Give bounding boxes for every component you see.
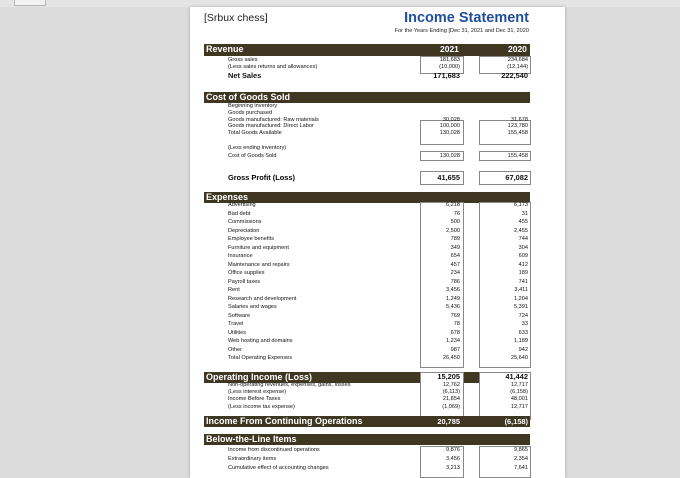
operating-line-2020: 48,001: [510, 396, 528, 403]
expense-line-label: Travel: [228, 321, 244, 327]
expense-line-2020: 31: [521, 210, 528, 217]
revenue-header: Revenue: [206, 44, 244, 54]
expense-line-2020: 1,189: [514, 338, 528, 344]
expense-line-2020: 33: [521, 321, 528, 327]
operating-2021: 15,205: [437, 372, 460, 381]
below-line-label: Cumulative effect of accounting changes: [228, 465, 329, 472]
expense-line-label: Research and development: [228, 295, 297, 302]
operating-line-label: Income Before Taxes: [228, 396, 281, 403]
gross-profit-label: Gross Profit (Loss): [228, 173, 295, 182]
operating-line-2021: (6,113): [442, 389, 460, 396]
cogs-line-2020: 123,780: [507, 123, 528, 130]
expense-line-2021: 2,500: [446, 227, 460, 234]
revenue-line-2020: 234,684: [507, 57, 528, 63]
top-toolbar-strip: [0, 0, 680, 7]
expense-line-2020: 2,455: [514, 227, 528, 234]
cogs-line-label: Goods manufactured: Direct Labor: [228, 123, 314, 130]
expense-line-label: Bad debt: [228, 210, 251, 217]
expense-line-2020: 189: [518, 270, 528, 276]
expense-line-label: Furniture and equipment: [228, 244, 289, 251]
document-page: [190, 7, 565, 478]
revenue-line-2021: 181,683: [439, 57, 460, 63]
expense-line-2020: 609: [518, 253, 528, 259]
expense-line-label: Advertising: [228, 202, 256, 208]
cogs-line-label: (Less ending inventory): [228, 145, 287, 151]
below-line-2020: 2,354: [514, 456, 528, 463]
page-subtitle: For the Years Ending [Dec 31, 2021 and Dec 31, 2020: [394, 28, 529, 34]
net-sales-2020: 222,540: [501, 71, 528, 80]
expense-line-label: Salaries and wages: [228, 304, 277, 310]
expense-line-2021: 789: [450, 236, 460, 242]
revenue-line-2020: (12,144): [507, 63, 528, 70]
net-sales-label: Net Sales: [228, 71, 262, 80]
expense-line-2020: 3,411: [514, 287, 528, 293]
expense-line-2021: 76: [453, 210, 460, 217]
expense-line-2021: 78: [453, 321, 460, 327]
expense-line-2021: 234: [450, 270, 460, 276]
below-line-2021: 9,876: [446, 447, 460, 453]
revenue-header-bar: [204, 44, 530, 56]
expense-line-2021: 5,436: [446, 304, 460, 310]
below-line-2021: 3,213: [446, 465, 460, 472]
cogs-line-label: Total Goods Available: [228, 130, 282, 137]
gross-profit-2021: 41,655: [437, 173, 460, 182]
expense-line-2020: 304: [518, 244, 528, 251]
operating-header: Operating Income (Loss): [206, 372, 313, 382]
expense-line-2021: 457: [450, 261, 460, 268]
expense-line-2021: 654: [450, 253, 460, 259]
expense-line-2021: 3,456: [446, 287, 460, 293]
cogs-line-2021: 130,028: [439, 130, 460, 137]
continuing-ops-2021: 20,785: [437, 417, 460, 426]
expense-line-2021: 678: [450, 329, 460, 336]
cogs-line-2021: 100,000: [439, 123, 460, 130]
expense-line-2021: 769: [450, 312, 460, 319]
expenses-header: Expenses: [206, 192, 249, 202]
operating-line-label: (Less income tax expense): [228, 403, 295, 410]
expense-line-2021: 1,249: [446, 295, 460, 302]
expense-line-2020: 412: [518, 261, 528, 268]
operating-line-2021: 21,854: [442, 396, 460, 403]
operating-2020: 41,442: [505, 372, 528, 381]
expense-line-2020: 724: [518, 312, 528, 319]
year-2021-header: 2021: [440, 44, 459, 54]
expense-line-2020: 1,204: [514, 295, 528, 302]
cogs-header: Cost of Goods Sold: [206, 92, 290, 102]
expense-line-label: Web hosting and domains: [228, 338, 293, 344]
cogs-line-2021: 30,028: [442, 116, 460, 123]
cogs-line-label: Beginning inventory: [228, 103, 278, 109]
expense-line-2021: 500: [450, 219, 460, 225]
below-line-2021: 3,456: [446, 456, 460, 463]
operating-line-2021: (1,069): [442, 403, 460, 410]
cogs-line-2020: 155,458: [507, 153, 528, 159]
expense-line-2020: 25,640: [510, 355, 528, 361]
expense-line-2020: 633: [518, 329, 528, 336]
expense-line-2021: 6,218: [446, 202, 460, 208]
cogs-line-2020: 155,458: [507, 130, 528, 137]
cogs-header-bar: [204, 92, 530, 103]
cogs-line-label: Goods purchased: [228, 109, 273, 116]
operating-line-2021: 12,762: [442, 382, 460, 388]
gross-profit-2020: 67,082: [505, 173, 528, 182]
below-line-header: Below-the-Line Items: [206, 434, 297, 444]
below-line-2020: 9,865: [514, 447, 528, 453]
company-name: [Srbux chess]: [204, 12, 268, 24]
expense-line-label: Other: [228, 346, 242, 353]
below-line-header-bar: [204, 434, 530, 445]
revenue-line-label: (Less sales returns and allowances): [228, 63, 318, 70]
expense-line-2020: 741: [518, 278, 528, 285]
expense-line-label: Payroll taxes: [228, 278, 261, 285]
continuing-ops-2020: (6,158): [504, 417, 528, 426]
cogs-line-label: Cost of Goods Sold: [228, 153, 277, 159]
operating-line-label: Non-operating revenues, expenses, gains, losses: [228, 382, 351, 388]
expense-line-label: Total Operating Expenses: [228, 355, 293, 361]
expense-line-2021: 349: [450, 244, 460, 251]
expense-line-2020: 744: [518, 236, 528, 242]
below-line-label: Extraordinary items: [228, 456, 277, 463]
expense-line-label: Employee benefits: [228, 236, 275, 242]
expense-line-label: Utilities: [228, 329, 247, 336]
year-2020-header: 2020: [508, 44, 527, 54]
expense-line-label: Rent: [228, 287, 240, 293]
revenue-line-2021: (10,000): [439, 63, 460, 70]
operating-line-2020: 12,717: [510, 403, 528, 410]
expense-line-2021: 1,234: [446, 338, 460, 344]
expense-line-2020: 6,173: [514, 202, 528, 208]
operating-line-2020: 12,717: [510, 382, 528, 388]
expense-line-label: Commissions: [228, 219, 262, 225]
operating-line-2020: (6,158): [510, 389, 528, 396]
expense-line-label: Software: [228, 312, 251, 319]
expense-line-label: Maintenance and repairs: [228, 261, 290, 268]
expense-line-label: Depreciation: [228, 227, 260, 234]
expense-line-2020: 455: [518, 219, 528, 225]
expense-line-2021: 26,450: [442, 355, 460, 361]
expense-line-label: Office supplies: [228, 270, 265, 276]
toolbar-field[interactable]: [14, 0, 46, 6]
continuing-ops-label: Income From Continuing Operations: [206, 416, 363, 426]
expense-line-2021: 786: [450, 278, 460, 285]
below-line-2020: 7,641: [514, 465, 528, 472]
expense-line-label: Insurance: [228, 253, 253, 259]
cogs-line-2021: 130,028: [439, 153, 460, 159]
expense-line-2021: 987: [450, 346, 460, 353]
cogs-line-2020: 31,678: [510, 116, 528, 123]
expense-line-2020: 942: [518, 346, 528, 353]
page-title: Income Statement: [404, 10, 529, 26]
revenue-line-label: Gross sales: [228, 57, 258, 63]
net-sales-2021: 171,683: [433, 71, 460, 80]
below-line-label: Income from discontinued operations: [228, 447, 320, 453]
cogs-line-label: Goods manufactured: Raw materials: [228, 116, 319, 123]
expense-line-2020: 5,391: [514, 304, 528, 310]
operating-line-label: (Less interest expense): [228, 389, 287, 396]
